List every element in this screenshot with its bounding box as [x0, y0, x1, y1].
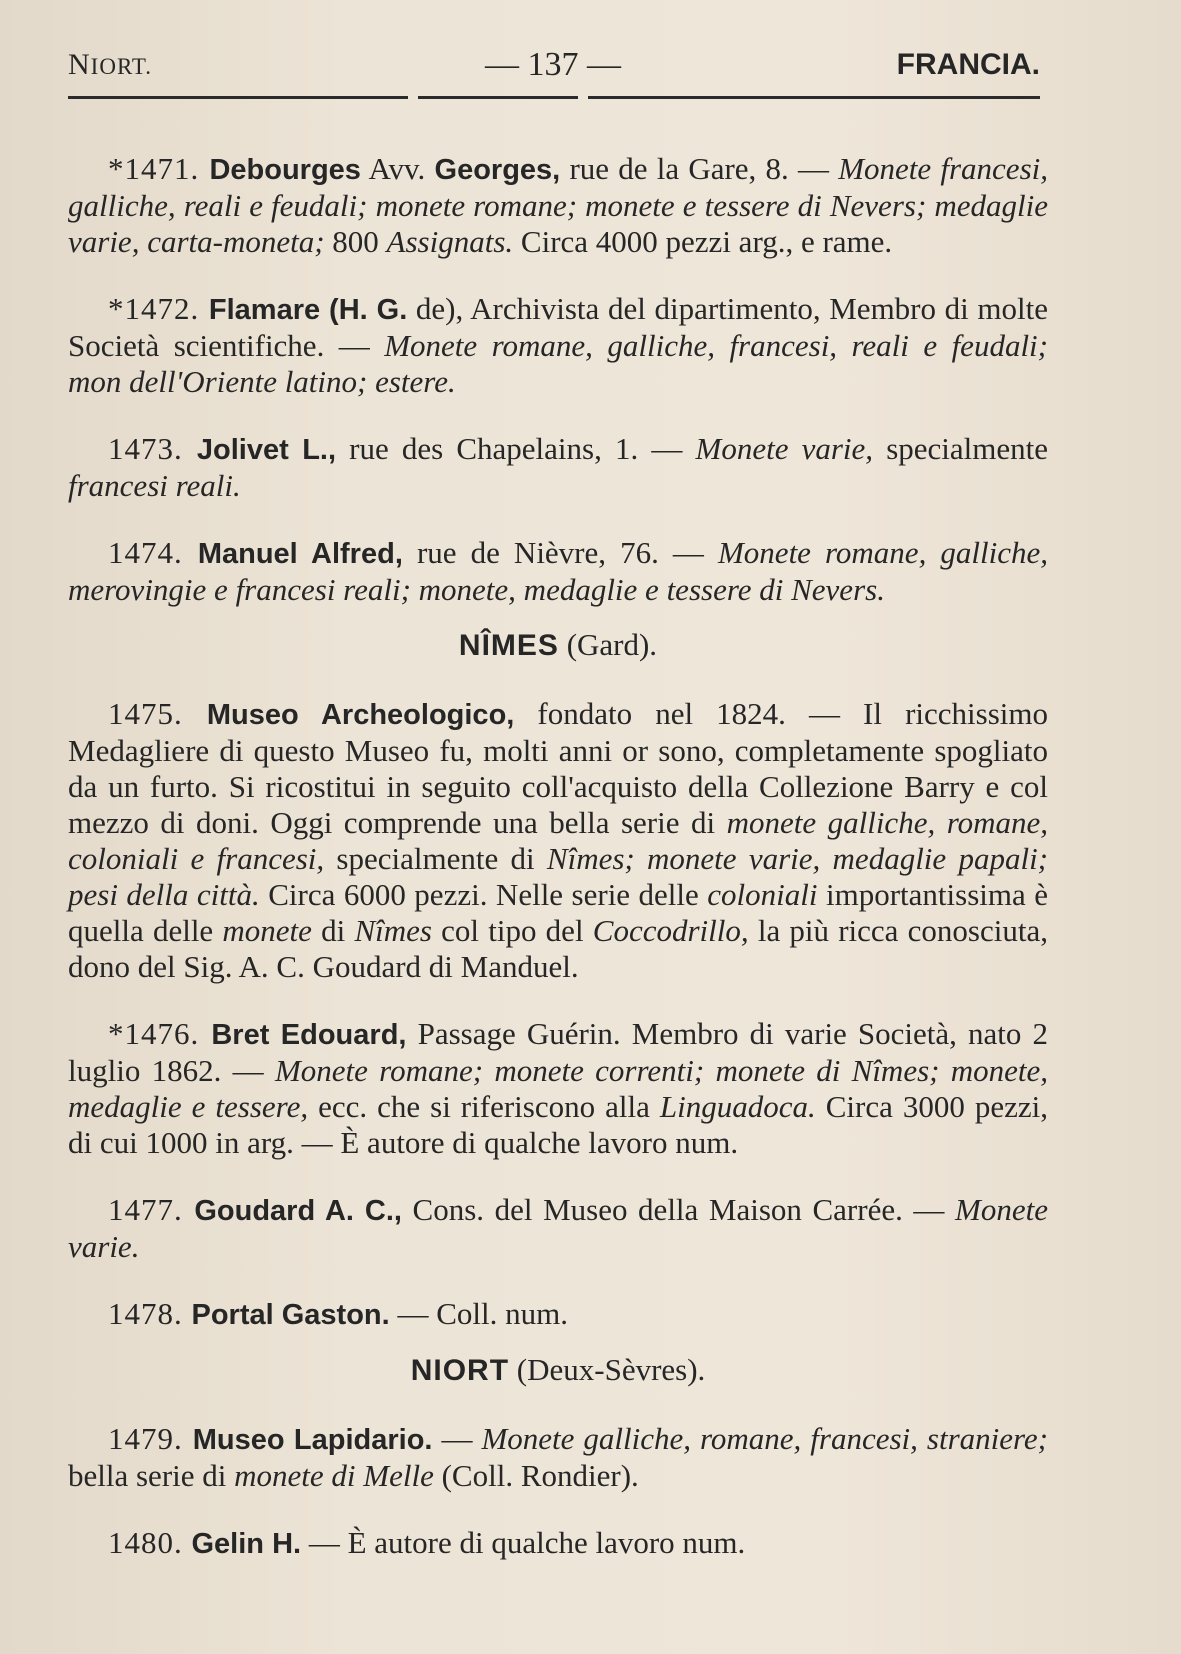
entry-number: *1471. — [108, 151, 210, 186]
entry-number: *1472. — [108, 291, 209, 326]
header-country: FRANCIA. — [896, 48, 1040, 81]
entry-italic-text: Monete romane, galliche, francesi, reali e feudali; mon dell'Oriente latino; estere. — [68, 328, 1048, 399]
entry-text: — Coll. num. — [389, 1296, 568, 1331]
entry-name: Jolivet L., — [196, 434, 337, 466]
catalog-entry — [68, 291, 1048, 400]
catalog-entry — [68, 1016, 1048, 1161]
entry-text: ecc. che si riferiscono alla — [308, 1089, 660, 1124]
entry-name: Gelin H. — [191, 1528, 302, 1560]
entry-italic-text: monete — [222, 913, 312, 948]
catalog-entry — [68, 1296, 1048, 1333]
entry-number: 1473. — [108, 431, 197, 466]
entry-text: Circa 3000 pezzi, di cui 1000 in arg. — È autore di qualche lavoro num. — [68, 1089, 1048, 1160]
entry-number: 1479. — [108, 1421, 193, 1456]
entries-group-niort-top — [68, 151, 1048, 608]
entry-name: Museo Lapidario. — [192, 1424, 433, 1456]
entry-name: Museo Archeologico, — [206, 699, 515, 731]
entry-text: Circa 6000 pezzi. Nelle serie delle — [259, 877, 708, 912]
catalog-entry — [68, 1192, 1048, 1265]
entry-italic-text: monete di Melle — [234, 1458, 434, 1493]
entry-text: rue de la Gare, 8. — — [560, 151, 839, 186]
entry-text: Circa 4000 pezzi arg., e rame. — [513, 224, 893, 259]
header-place: NIORT. — [68, 48, 152, 81]
entry-text: la più ricca conosciuta, dono del Sig. A. C. Goudard di Manduel. — [68, 913, 1048, 984]
entry-italic-text: Linguadoca. — [659, 1089, 816, 1124]
section-heading-nimes — [68, 626, 1048, 665]
entry-text: specialmente di — [324, 841, 547, 876]
entry-italic-text: Monete francesi, galliche, reali e feudali; monete romane; monete e tessere di Nevers; medaglie varie, carta-moneta; — [68, 151, 1048, 259]
entry-italic-text: coloniali — [707, 877, 818, 912]
entry-italic-text: Monete galliche, romane, francesi, straniere; — [481, 1421, 1049, 1456]
header-rule-center — [418, 96, 578, 99]
entries-group-nimes — [68, 696, 1048, 1333]
catalog-entry — [68, 151, 1048, 260]
catalog-entry — [68, 431, 1048, 504]
entry-italic-text: Monete romane; monete correnti; monete di Nîmes; monete, medaglie e tessere, — [68, 1053, 1049, 1124]
catalog-entry — [68, 1525, 1048, 1562]
section-heading-niort — [68, 1351, 1048, 1390]
entry-text: specialmente — [873, 431, 1049, 466]
header-rule-right — [588, 96, 1040, 99]
entry-name: Goudard A. C., — [194, 1195, 402, 1227]
entry-italic-text: Monete varie. — [68, 1192, 1048, 1264]
entry-name: Debourges — [209, 154, 361, 186]
entry-text: — È autore di qualche lavoro num. — [301, 1525, 746, 1560]
header-rule-left — [68, 96, 408, 99]
entry-text: Avv. — [360, 151, 435, 186]
section-city: NIORT — [410, 1354, 510, 1387]
entry-number: *1476. — [108, 1016, 212, 1051]
entry-number: 1478. — [108, 1296, 192, 1331]
entry-text: fondato nel 1824. — Il ricchissimo Medagliere di questo Museo fu, molti anni or sono, completamente spogliato da un furto. Si ricostitui in seguito coll'acquisto della Collezione Barry e col mezzo di doni. Oggi comprende una bella serie di — [68, 696, 1048, 840]
page-number: — 137 — — [485, 46, 621, 83]
entry-text: de), Archivista del dipartimento, Membro di molte Società scientifiche. — — [68, 291, 1048, 363]
entry-text: 800 — [324, 224, 387, 259]
entry-text: di — [311, 913, 355, 948]
section-region: (Gard). — [566, 627, 658, 662]
entry-name: Flamare (H. G. — [208, 294, 408, 326]
entry-italic-text: Monete romane, galliche, merovingie e francesi reali; monete, medaglie e tessere di Nevers. — [68, 535, 1048, 607]
entry-number: 1474. — [108, 535, 198, 570]
entry-text: Passage Guérin. Membro di varie Società, nato 2 luglio 1862. — — [68, 1016, 1049, 1088]
running-header — [68, 44, 1040, 84]
entry-text: Cons. del Museo della Maison Carrée. — — [401, 1192, 956, 1227]
entry-text: (Coll. Rondier). — [433, 1458, 639, 1493]
entry-italic-text: monete galliche, romane, coloniali e francesi, — [68, 805, 1049, 876]
entry-name: Georges, — [434, 154, 561, 186]
entry-text: rue de Nièvre, 76. — — [402, 535, 718, 570]
entry-italic-text: Monete varie, — [695, 431, 874, 466]
entry-text: importantissima è quella delle — [68, 877, 1048, 948]
entry-number: 1477. — [108, 1192, 195, 1227]
page-body — [68, 120, 1048, 1574]
entry-italic-text: francesi reali. — [68, 468, 241, 503]
entry-italic-text: Nîmes; monete varie, medaglie papali; pesi della città. — [68, 841, 1049, 912]
entry-italic-text: Assignats. — [386, 224, 514, 259]
entry-number: 1480. — [108, 1525, 192, 1560]
entry-italic-text: Coccodrillo, — [592, 913, 749, 948]
entry-text: col tipo del — [431, 913, 593, 948]
section-city: NÎMES — [458, 629, 559, 662]
entry-name: Manuel Alfred, — [197, 538, 403, 570]
entry-text: rue des Chapelains, 1. — — [336, 431, 696, 466]
catalog-entry — [68, 696, 1048, 985]
entry-text: — — [432, 1421, 482, 1456]
entry-name: Portal Gaston. — [191, 1299, 390, 1331]
entry-text: bella serie di — [68, 1458, 235, 1493]
catalog-entry — [68, 1421, 1048, 1494]
section-region: (Deux-Sèvres). — [516, 1352, 706, 1387]
entries-group-niort — [68, 1421, 1048, 1562]
catalog-entry — [68, 535, 1048, 608]
entry-number: 1475. — [108, 696, 207, 731]
entry-italic-text: Nîmes — [354, 913, 432, 948]
entry-name: Bret Edouard, — [211, 1019, 407, 1051]
